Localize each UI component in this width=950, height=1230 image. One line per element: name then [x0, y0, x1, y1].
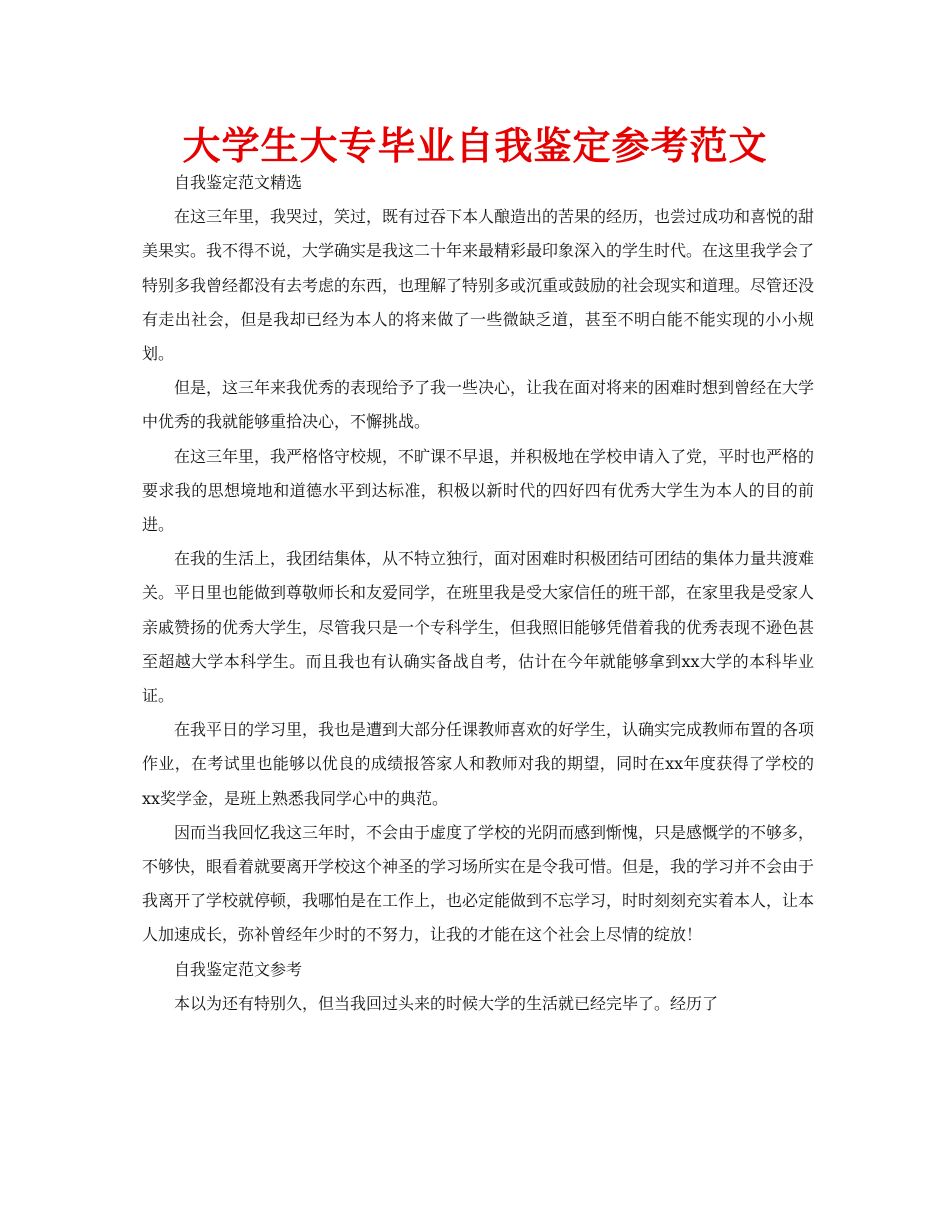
body-paragraph: 在我平日的学习里，我也是遭到大部分任课教师喜欢的好学生，认确实完成教师布置的各项作业，在考试里也能够以优良的成绩报答家人和教师对我的期望，同时在xx年度获得了学校的xx奖学金，是班上熟悉我同学心中的典范。 — [142, 720, 815, 808]
body-paragraph: 在我的生活上，我团结集体，从不特立独行，面对困难时积极团结可团结的集体力量共渡难关。平日里也能做到尊敬师长和友爱同学，在班里我是受大家信任的班干部，在家里我是受家人亲戚赞扬的优秀大学生，尽管我只是一个专科学生，但我照旧能够凭借着我的优秀表现不逊色甚至超越大学本科学生。而且我也有认确实备战自考，估计在今年就能够拿到xx大学的本科毕业证。 — [142, 549, 815, 706]
body-paragraph: 因而当我回忆我这三年时，不会由于虚度了学校的光阴而感到惭愧，只是感慨学的不够多，不够快，眼看着就要离开学校这个神圣的学习场所实在是令我可惜。但是，我的学习并不会由于我离开了学校就停顿，我哪怕是在工作上，也必定能做到不忘学习，时时刻刻充实着本人，让本人加速成长，弥补曾经年少时的不努力，让我的才能在这个社会上尽情的绽放！ — [142, 822, 815, 945]
body-paragraph: 但是，这三年来我优秀的表现给予了我一些决心，让我在面对将来的困难时想到曾经在大学中优秀的我就能够重拾决心，不懈挑战。 — [142, 378, 815, 432]
document-title: 大学生大专毕业自我鉴定参考范文 — [182, 124, 768, 168]
document-body — [142, 166, 814, 1021]
body-paragraph: 在这三年里，我哭过，笑过，既有过吞下本人酿造出的苦果的经历，也尝过成功和喜悦的甜美果实。我不得不说，大学确实是我这二十年来最精彩最印象深入的学生时代。在这里我学会了特别多我曾经都没有去考虑的东西，也理解了特别多或沉重或鼓励的社会现实和道理。尽管还没有走出社会，但是我却已经为本人的将来做了一些微缺乏道，甚至不明白能不能实现的小小规划。 — [142, 207, 815, 364]
section-heading-reference-sample: 自我鉴定范文参考 — [174, 959, 303, 979]
body-paragraph: 本以为还有特别久，但当我回过头来的时候大学的生活就已经完毕了。经历了 — [174, 993, 719, 1013]
section-heading-selected-samples: 自我鉴定范文精选 — [174, 173, 303, 192]
body-paragraph: 在这三年里，我严格恪守校规，不旷课不早退，并积极地在学校申请入了党，平时也严格的要求我的思想境地和道德水平到达标准，积极以新时代的四好四有优秀大学生为本人的目的前进。 — [142, 446, 815, 535]
